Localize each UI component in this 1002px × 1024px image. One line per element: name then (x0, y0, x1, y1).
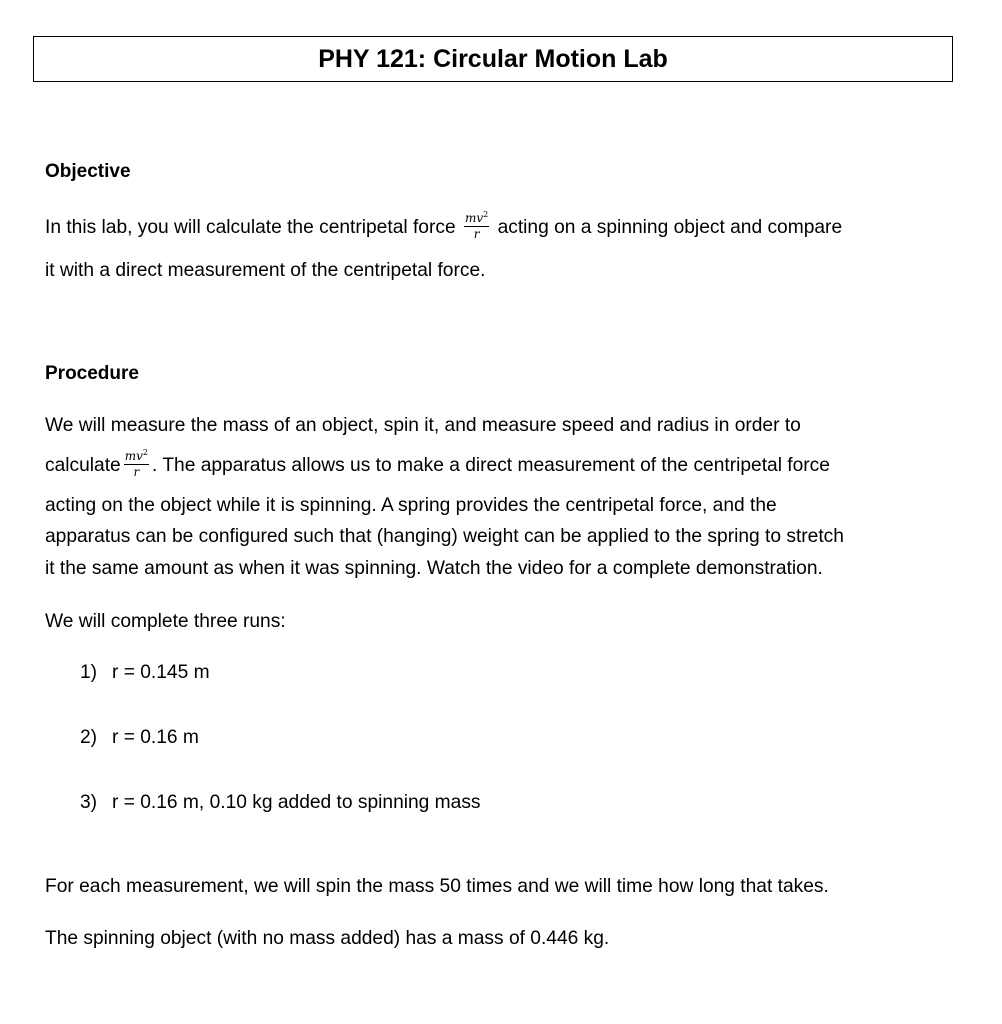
procedure-line-2-before: calculate (45, 455, 121, 477)
formula-numerator: $mv^2$ (124, 448, 148, 463)
formula-numerator: $mv^2$ (464, 210, 489, 225)
procedure-line-2 (45, 448, 830, 480)
list-item-text: r = 0.16 m (112, 727, 199, 748)
formula-denominator: r (473, 226, 480, 241)
objective-line-2: it with a direct measurement of the centripetal force. (45, 260, 486, 281)
title-box (33, 36, 953, 82)
page-title: PHY 121: Circular Motion Lab (318, 44, 668, 73)
list-item (80, 728, 199, 747)
list-item-text: r = 0.16 m, 0.10 kg added to spinning mass (112, 792, 481, 813)
procedure-line-4: apparatus can be configured such that (hanging) weight can be applied to the spring to stretch (45, 526, 844, 547)
list-item (80, 793, 481, 812)
list-item-number: 2) (80, 727, 98, 748)
procedure-line-3: acting on the object while it is spinning. A spring provides the centripetal force, and the (45, 495, 777, 516)
list-item (80, 663, 210, 682)
procedure-heading: Procedure (45, 363, 139, 384)
objective-heading: Objective (45, 161, 131, 182)
mass-note: The spinning object (with no mass added) has a mass of 0.446 kg. (45, 928, 610, 949)
procedure-line-2-after: . The apparatus allows us to make a direct measurement of the centripetal force (152, 455, 830, 477)
objective-line-1-after: acting on a spinning object and compare (497, 217, 843, 239)
objective-line-1-before: In this lab, you will calculate the centripetal force (45, 217, 456, 239)
procedure-line-1: We will measure the mass of an object, spin it, and measure speed and radius in order to (45, 415, 801, 436)
list-item-number: 1) (80, 662, 98, 683)
list-item-number: 3) (80, 792, 98, 813)
measurement-note: For each measurement, we will spin the mass 50 times and we will time how long that takes. (45, 876, 829, 897)
runs-intro: We will complete three runs: (45, 611, 286, 632)
formula-denominator: r (133, 464, 140, 479)
centripetal-formula-1 (464, 212, 489, 240)
objective-line-1 (45, 210, 843, 242)
procedure-line-5: it the same amount as when it was spinning. Watch the video for a complete demonstration. (45, 558, 823, 579)
centripetal-formula-2 (124, 450, 149, 478)
list-item-text: r = 0.145 m (112, 662, 210, 683)
